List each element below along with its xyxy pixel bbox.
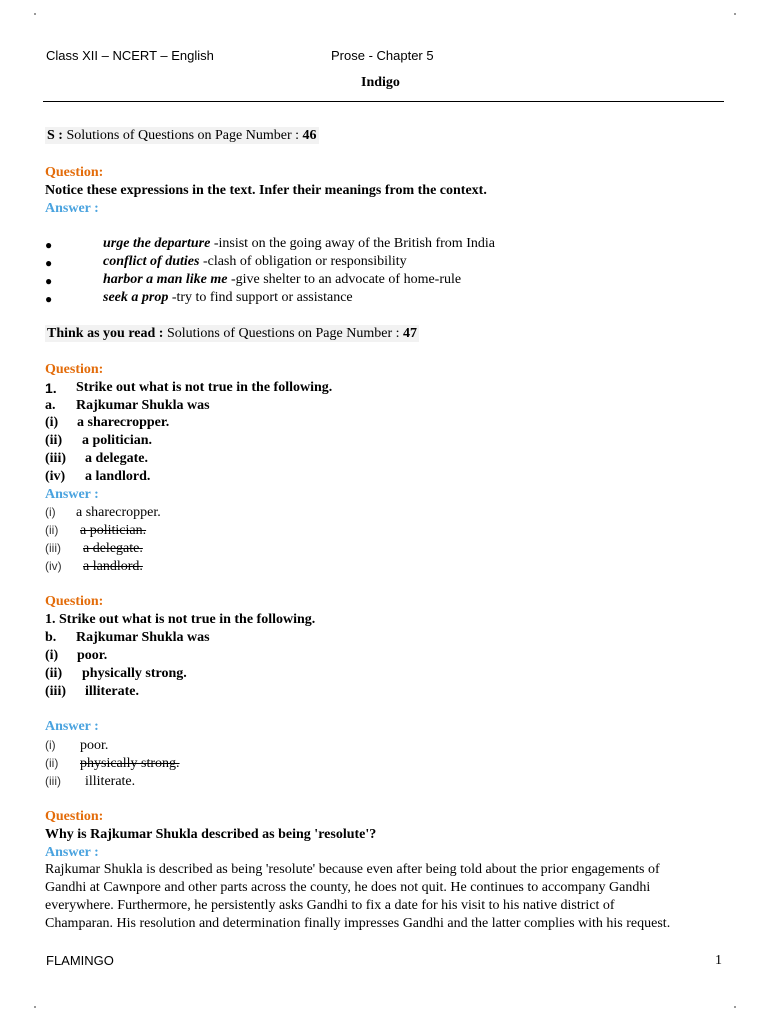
- term: harbor a man like me: [103, 272, 228, 287]
- question-line: [45, 380, 57, 398]
- question-text: Rajkumar Shukla was: [76, 398, 210, 413]
- bullet-icon: ●: [45, 274, 53, 288]
- answer-label: Answer :: [45, 845, 99, 860]
- answer-number: (ii): [45, 756, 59, 770]
- answer-text-struck: a landlord.: [83, 559, 143, 574]
- list-item: [103, 254, 407, 270]
- option-text: a politician.: [82, 433, 153, 448]
- question-letter: a.: [45, 398, 56, 413]
- question-text: Why is Rajkumar Shukla described as being 'resolute'?: [45, 827, 377, 842]
- answer-number: (i): [45, 505, 56, 519]
- corner-mark: [734, 13, 736, 15]
- bullet-icon: ●: [45, 292, 53, 306]
- answer-text-struck: a politician.: [80, 523, 147, 538]
- option-number: (iii): [45, 451, 66, 466]
- question-label: Question:: [45, 165, 104, 180]
- meaning: -try to find support or assistance: [171, 290, 353, 305]
- question-label: Question:: [45, 594, 104, 609]
- footer-book-name: FLAMINGO: [46, 953, 114, 968]
- answer-paragraph-line: Champaran. His resolution and determination finally impresses Gandhi and the latter complies with his request.: [45, 916, 671, 931]
- header-divider: [43, 101, 724, 102]
- section-text: Solutions of Questions on Page Number :: [166, 326, 400, 341]
- section-heading-46: [45, 128, 319, 144]
- answer-number: (iii): [45, 541, 61, 555]
- term: urge the departure: [103, 236, 211, 251]
- question-label: Question:: [45, 362, 104, 377]
- question-text: Rajkumar Shukla was: [76, 630, 210, 645]
- bullet-icon: ●: [45, 238, 53, 252]
- option-number: (iii): [45, 684, 66, 699]
- term: seek a prop: [103, 290, 169, 305]
- section-prefix: S :: [47, 128, 63, 143]
- answer-text-struck: physically strong.: [80, 756, 180, 771]
- question-letter: b.: [45, 630, 57, 645]
- header-class-label: Class XII – NCERT – English: [46, 48, 214, 63]
- answer-paragraph-line: Gandhi at Cawnpore and other parts across the county, he does not quit. He continues to accompany Gandhi: [45, 880, 651, 895]
- footer-page-number: 1: [715, 953, 722, 968]
- question-text: Strike out what is not true in the following.: [76, 380, 333, 395]
- section-text: Solutions of Questions on Page Number :: [66, 128, 299, 143]
- header-chapter-label: Prose - Chapter 5: [331, 48, 434, 63]
- answer-label: Answer :: [45, 201, 99, 216]
- term: conflict of duties: [103, 254, 200, 269]
- answer-number: (iv): [45, 559, 62, 573]
- corner-mark: [34, 13, 36, 15]
- section-page-number: 47: [403, 326, 417, 341]
- page-title: Indigo: [361, 75, 400, 90]
- question-text: Notice these expressions in the text. Infer their meanings from the context.: [45, 183, 487, 198]
- answer-text: a sharecropper.: [76, 505, 161, 520]
- option-text: poor.: [77, 648, 108, 663]
- corner-mark: [34, 1006, 36, 1008]
- corner-mark: [734, 1006, 736, 1008]
- option-text: illiterate.: [85, 684, 140, 699]
- option-text: a delegate.: [85, 451, 148, 466]
- meaning: -give shelter to an advocate of home-rule: [230, 272, 462, 287]
- meaning: -insist on the going away of the British from India: [213, 236, 495, 251]
- answer-label: Answer :: [45, 487, 99, 502]
- section-page-number: 46: [302, 128, 317, 143]
- list-item: [103, 290, 353, 306]
- answer-label: Answer :: [45, 719, 99, 734]
- option-number: (i): [45, 648, 59, 663]
- answer-paragraph-line: Rajkumar Shukla is described as being 'resolute' because even after being told about the prior engagements of: [45, 862, 660, 877]
- answer-text: illiterate.: [85, 774, 136, 789]
- question-label: Question:: [45, 809, 104, 824]
- option-text: physically strong.: [82, 666, 187, 681]
- answer-number: (iii): [45, 774, 61, 788]
- option-text: a landlord.: [85, 469, 151, 484]
- answer-text-struck: a delegate.: [83, 541, 143, 556]
- answer-number: (ii): [45, 523, 59, 537]
- answer-number: (i): [45, 738, 56, 752]
- section-prefix: Think as you read :: [47, 326, 164, 341]
- section-heading-47: [45, 326, 419, 342]
- list-item: [103, 272, 461, 288]
- option-number: (iv): [45, 469, 66, 484]
- answer-text: poor.: [80, 738, 109, 753]
- meaning: -clash of obligation or responsibility: [202, 254, 407, 269]
- option-number: (ii): [45, 666, 63, 681]
- option-number: (i): [45, 415, 59, 430]
- question-number: 1.: [45, 380, 57, 396]
- question-text: 1. Strike out what is not true in the following.: [45, 612, 316, 627]
- bullet-icon: ●: [45, 256, 53, 270]
- answer-paragraph-line: everywhere. Furthermore, he persistently asks Gandhi to fix a date for his visit to his native district of: [45, 898, 615, 913]
- list-item: [103, 236, 495, 252]
- option-number: (ii): [45, 433, 63, 448]
- option-text: a sharecropper.: [77, 415, 170, 430]
